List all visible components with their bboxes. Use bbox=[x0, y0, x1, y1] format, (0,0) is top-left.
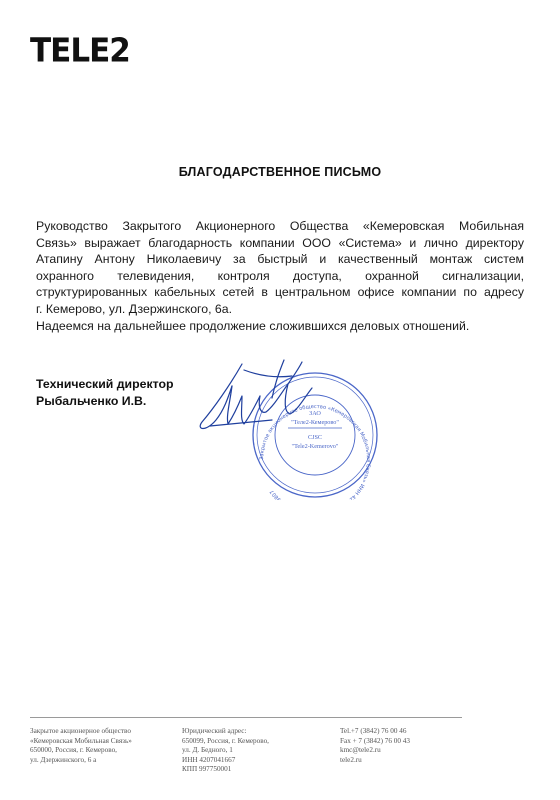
stamp-ring-text: Закрытое акционерное общество «Кемеровская Мобильная Связь» ИНН 42 9807 bbox=[258, 403, 372, 500]
footer-divider bbox=[30, 717, 462, 718]
body-line: Руководство Закрытого Акционерного Общества «Кемеровская Мобильная bbox=[36, 219, 524, 233]
footer-company-address bbox=[30, 727, 132, 765]
footer-text: 650099, Россия, г. Кемерово, bbox=[182, 736, 269, 745]
signer-name: Рыбальченко И.В. bbox=[36, 393, 147, 408]
body-line: Связь» выражает благодарность компании ООО «Система» и лично директору bbox=[36, 235, 524, 250]
stamp-svg bbox=[180, 340, 400, 500]
letter-title: БЛАГОДАРСТВЕННОЕ ПИСЬМО bbox=[178, 165, 382, 179]
stamp-line: "Tele2-Kemerovo" bbox=[291, 443, 339, 450]
footer-fax: Fax + 7 (3842) 76 00 43 bbox=[340, 736, 410, 745]
stamp-and-signature bbox=[180, 340, 400, 500]
footer-contacts bbox=[340, 727, 410, 765]
footer-text: ИНН 4207041667 bbox=[182, 755, 236, 764]
body-line: структурированных кабельных сетей в центральном офисе компании по адресу bbox=[36, 285, 524, 300]
footer-phone: Tel.+7 (3842) 76 00 46 bbox=[340, 727, 407, 735]
footer-text: «Кемеровская Мобильная Связь» bbox=[30, 736, 132, 745]
body-line: охранного телевидения, контроля доступа, охранной сигнализации, bbox=[36, 268, 524, 283]
footer-text: 650000, Россия, г. Кемерово, bbox=[30, 746, 117, 755]
signer-title: Технический директор bbox=[36, 377, 174, 391]
footer-text: ул. Д. Бедного, 1 bbox=[182, 746, 233, 755]
closing-line: Надеемся на дальнейшее продолжение сложившихся деловых отношений. bbox=[36, 318, 470, 333]
stamp-line: CJSC bbox=[307, 434, 323, 441]
stamp-line: "Теле2-Кемерово" bbox=[291, 419, 339, 426]
stamp-line: ЗАО bbox=[309, 410, 321, 417]
body-line: Атапину Антону Николаевичу за быстрый и качественный монтаж систем bbox=[36, 252, 524, 267]
footer-email: kmc@tele2.ru bbox=[340, 746, 381, 755]
footer-text: Закрытое акционерное общество bbox=[30, 727, 131, 735]
footer-legal-address bbox=[182, 727, 269, 775]
signer-block bbox=[36, 376, 174, 409]
footer-text: КПП 997750001 bbox=[182, 765, 232, 774]
footer-text: ул. Дзержинского, 6 а bbox=[30, 755, 97, 764]
letter-body bbox=[36, 218, 524, 334]
body-line: г. Кемерово, ул. Дзержинского, 6а. bbox=[36, 301, 233, 316]
footer-website: tele2.ru bbox=[340, 755, 362, 764]
stamp-inner-text bbox=[291, 410, 339, 450]
footer-text: Юридический адрес: bbox=[182, 727, 247, 735]
company-logo: TELE2 bbox=[30, 32, 130, 70]
